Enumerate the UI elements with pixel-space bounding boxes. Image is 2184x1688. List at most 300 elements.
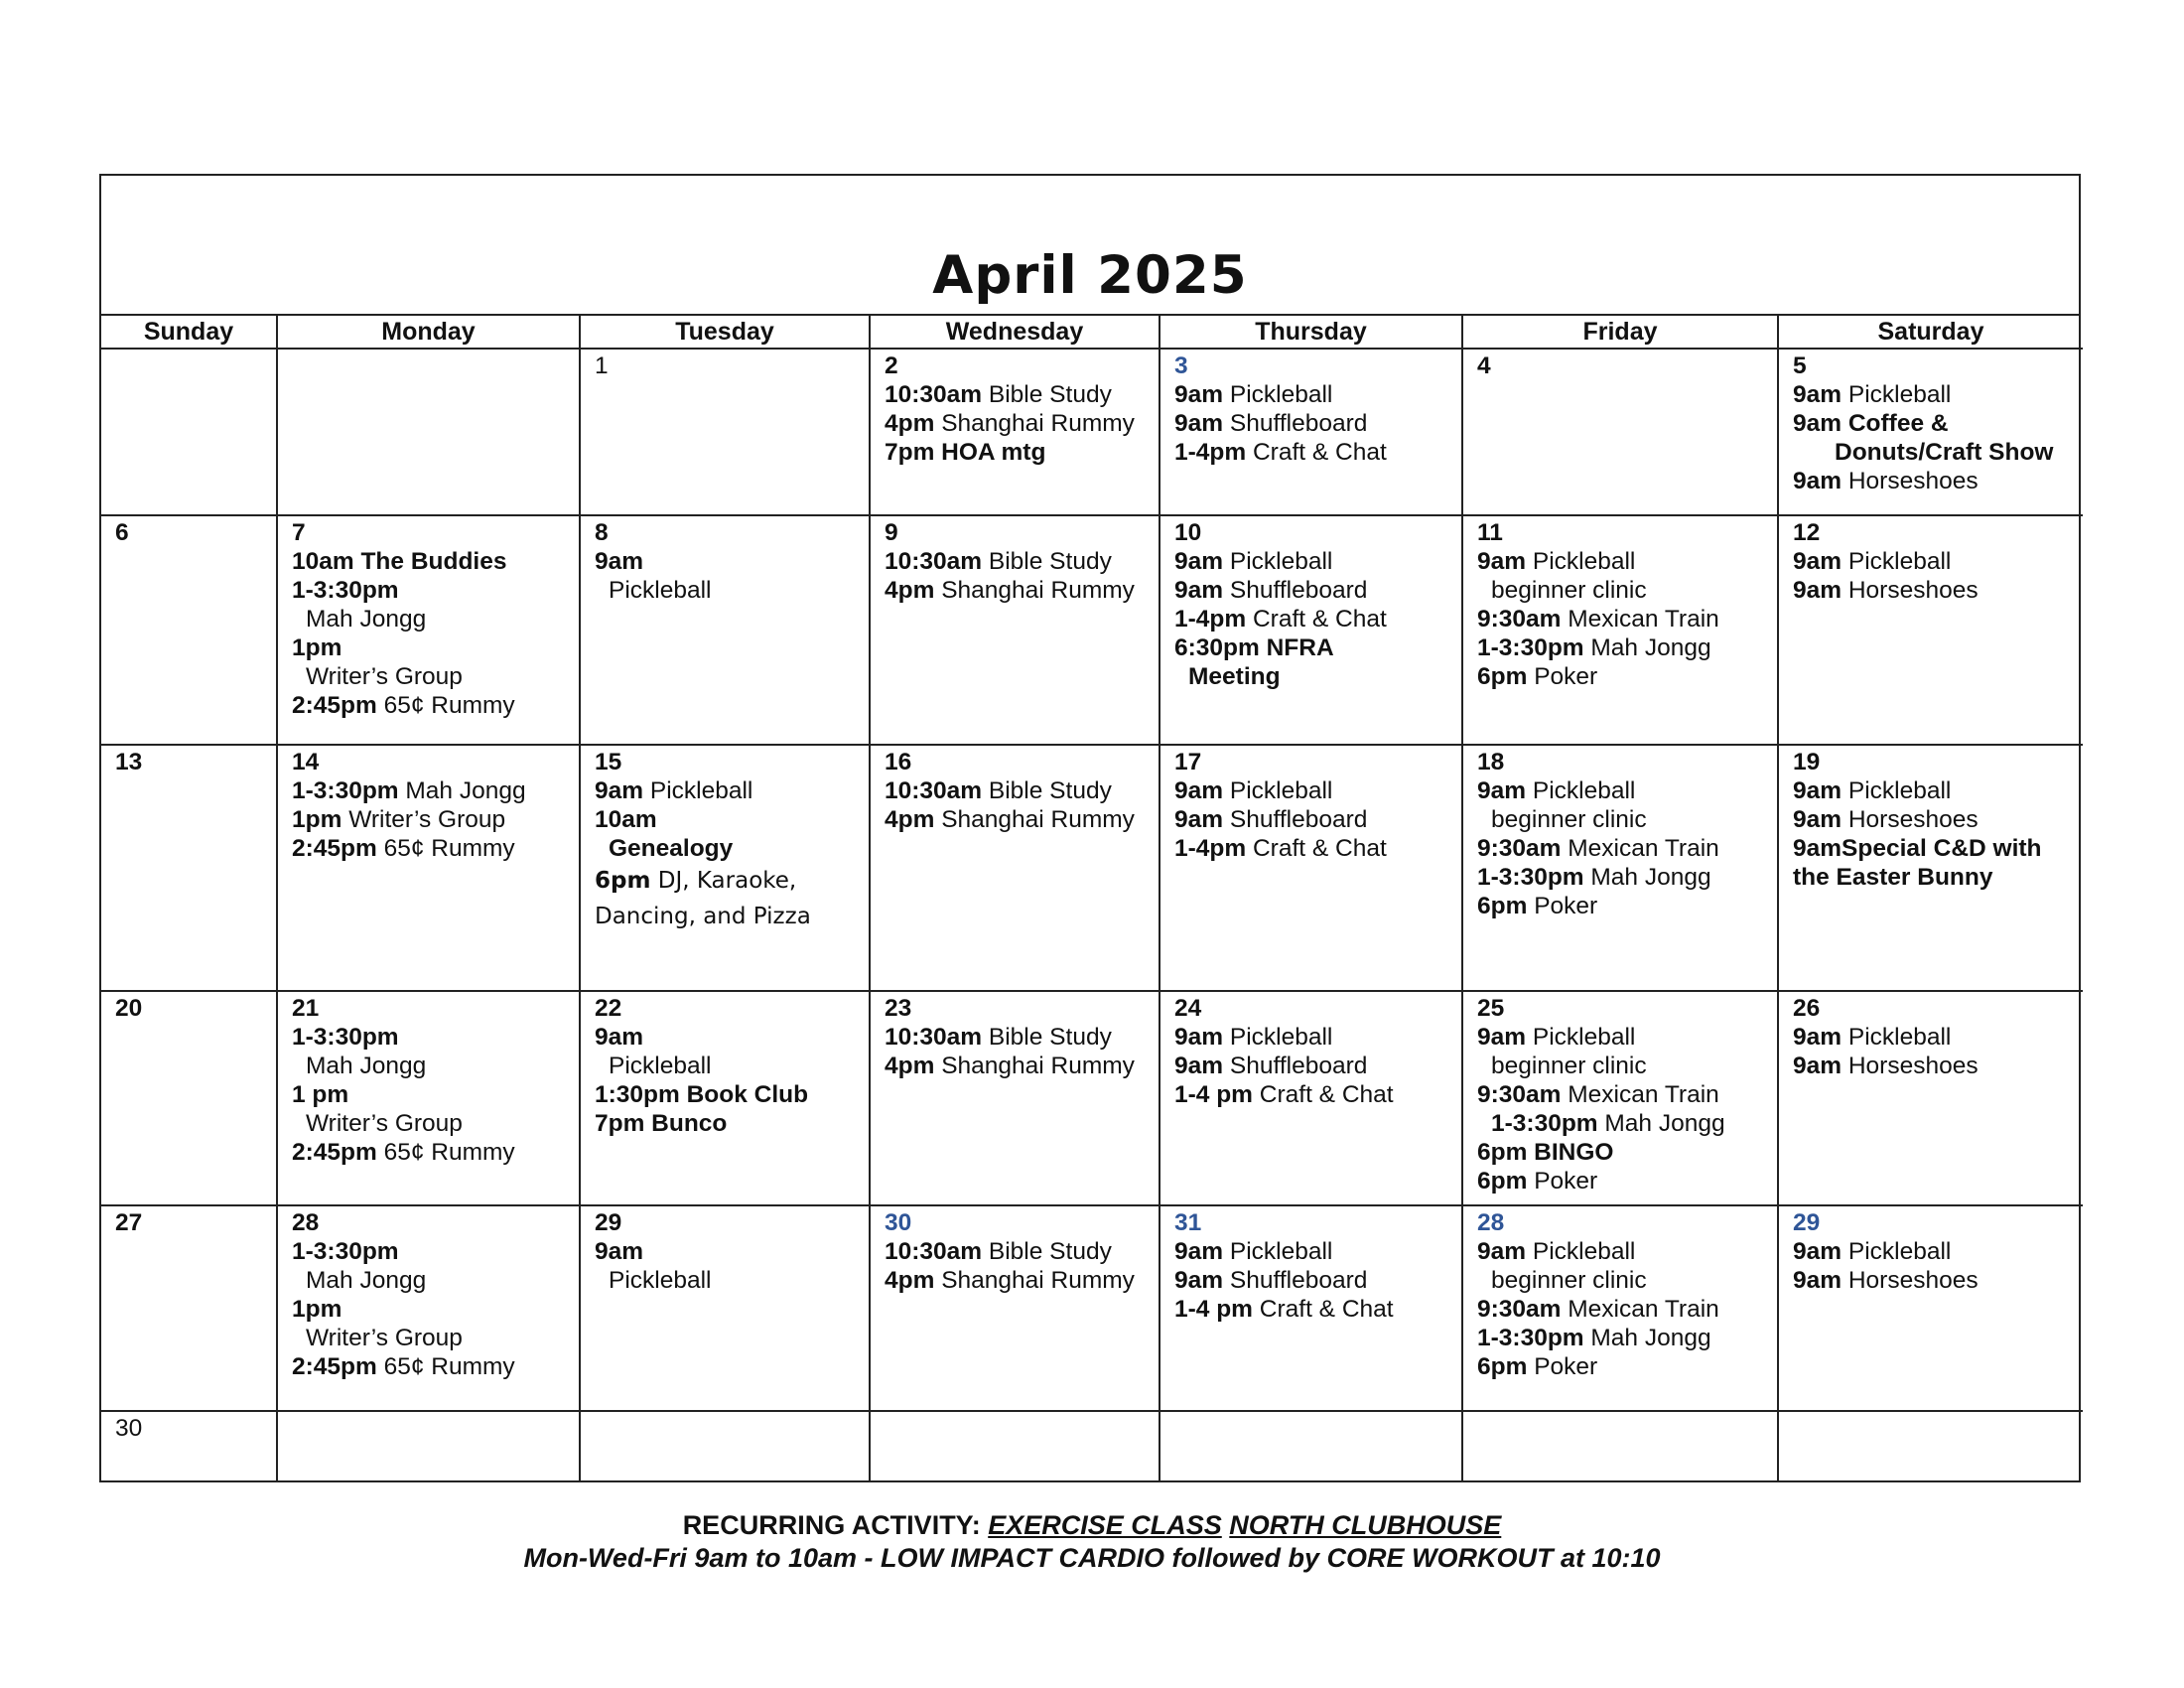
- event-line: [1174, 834, 1449, 863]
- event-line: [1477, 1023, 1765, 1052]
- event-time: 4pm: [885, 410, 935, 437]
- day-cell: [580, 1205, 870, 1411]
- day-cell: [1160, 1411, 1462, 1480]
- event-line: [1477, 776, 1765, 805]
- event-line: [292, 633, 567, 662]
- day-number: 29: [1793, 1209, 1821, 1236]
- event-time: 9:30am: [1477, 835, 1562, 862]
- event-time: 1-4pm: [1174, 606, 1247, 633]
- event-line: [1477, 547, 1765, 576]
- event-description: Pickleball: [1532, 548, 1636, 575]
- event-line: [292, 547, 567, 576]
- day-number: 28: [1477, 1209, 1505, 1236]
- event-description: Craft & Chat: [1259, 1296, 1394, 1323]
- day-cell: [870, 515, 1160, 745]
- event-line: [292, 805, 567, 834]
- event-time: 1-3:30pm: [1477, 1325, 1584, 1351]
- event-line: [292, 1237, 567, 1266]
- day-cell: [1778, 349, 2083, 515]
- event-description: Pickleball: [649, 777, 753, 804]
- day-cell: [1160, 745, 1462, 991]
- event-time: 10:30am: [885, 777, 983, 804]
- day-cell: [1160, 349, 1462, 515]
- day-cell: [101, 745, 277, 991]
- event-line: [1174, 1052, 1449, 1080]
- event-time: 4pm: [885, 577, 935, 604]
- event-line: [595, 776, 857, 805]
- event-line: [1793, 863, 2071, 892]
- event-description: Bible Study: [988, 548, 1112, 575]
- event-line: [1793, 776, 2071, 805]
- event-description: beginner clinic: [1491, 1267, 1647, 1294]
- event-line: [1477, 1109, 1765, 1138]
- day-number: 3: [1174, 352, 1188, 379]
- weekday-monday: Monday: [277, 316, 580, 349]
- event-description: Shanghai Rummy: [941, 1267, 1135, 1294]
- event-line: [1477, 1167, 1765, 1196]
- day-cell: [277, 1411, 580, 1480]
- event-line: [1477, 605, 1765, 633]
- day-number: 30: [115, 1415, 143, 1442]
- recurring-activity-name: EXERCISE CLASS: [988, 1510, 1222, 1540]
- event-time: 9:30am: [1477, 606, 1562, 633]
- day-number: 23: [885, 995, 912, 1022]
- event-time: 6pm: [1477, 893, 1528, 919]
- event-line: [292, 605, 567, 633]
- event-description: Pickleball: [1532, 1238, 1636, 1265]
- event-time: 6pm: [1477, 1168, 1528, 1195]
- week-row: [101, 349, 2083, 515]
- day-number: 1: [595, 352, 609, 379]
- event-time: 9am: [1174, 577, 1224, 604]
- day-cell: [1462, 1205, 1778, 1411]
- event-description: Horseshoes: [1847, 577, 1979, 604]
- event-time: 1-3:30pm: [292, 1024, 399, 1051]
- event-description: Pickleball: [1847, 1024, 1952, 1051]
- event-line: [1174, 1023, 1449, 1052]
- event-line: [1477, 576, 1765, 605]
- day-number: 30: [885, 1209, 912, 1236]
- event-description: Writer’s Group: [306, 663, 463, 690]
- event-line: [1477, 1352, 1765, 1381]
- event-line: [885, 805, 1147, 834]
- event-description: Mah Jongg: [1590, 864, 1711, 891]
- event-line: [1477, 834, 1765, 863]
- event-description: beginner clinic: [1491, 1053, 1647, 1079]
- event-time: 2:45pm: [292, 692, 377, 719]
- event-description: 65¢ Rummy: [383, 835, 515, 862]
- recurring-activity-location: NORTH CLUBHOUSE: [1229, 1510, 1502, 1540]
- event-time: 4pm: [885, 1053, 935, 1079]
- event-line: [1174, 576, 1449, 605]
- event-line: [1174, 1080, 1449, 1109]
- day-cell: [580, 515, 870, 745]
- event-line: [1793, 380, 2071, 409]
- day-cell: [580, 991, 870, 1205]
- event-time: Meeting: [1188, 663, 1281, 690]
- event-time: 1 pm: [292, 1081, 349, 1108]
- event-time: 6pm: [1477, 663, 1528, 690]
- day-cell: [870, 1205, 1160, 1411]
- event-line: [885, 1237, 1147, 1266]
- event-time: 9am: [1793, 1267, 1843, 1294]
- event-description: Pickleball: [1847, 777, 1952, 804]
- day-cell: [1462, 1411, 1778, 1480]
- event-line: [1477, 1324, 1765, 1352]
- event-description: Shanghai Rummy: [941, 577, 1135, 604]
- event-line: [1793, 547, 2071, 576]
- event-description: Writer’s Group: [306, 1325, 463, 1351]
- event-description: Mexican Train: [1568, 606, 1719, 633]
- day-number: 25: [1477, 995, 1505, 1022]
- event-time: the Easter Bunny: [1793, 864, 1993, 891]
- event-time: 6:30pm NFRA: [1174, 634, 1334, 661]
- event-description: Mah Jongg: [1590, 1325, 1711, 1351]
- weekday-tuesday: Tuesday: [580, 316, 870, 349]
- event-description: Craft & Chat: [1252, 606, 1387, 633]
- day-number: 14: [292, 749, 320, 775]
- day-cell: [580, 349, 870, 515]
- event-description: Shuffleboard: [1229, 1053, 1368, 1079]
- day-number: 4: [1477, 352, 1491, 379]
- day-cell: [580, 1411, 870, 1480]
- event-time: 2:45pm: [292, 1139, 377, 1166]
- event-line: [1477, 805, 1765, 834]
- event-line: [1477, 1138, 1765, 1167]
- event-description: Shuffleboard: [1229, 806, 1368, 833]
- event-time: 2:45pm: [292, 1353, 377, 1380]
- calendar: [99, 174, 2081, 1482]
- event-time: 9amSpecial C&D with: [1793, 835, 2042, 862]
- event-line: [292, 1138, 567, 1167]
- event-line: [885, 409, 1147, 438]
- event-description: Writer’s Group: [348, 806, 506, 833]
- event-line: [1793, 1023, 2071, 1052]
- event-time: 4pm: [885, 1267, 935, 1294]
- event-line: [885, 438, 1147, 467]
- event-description: Shuffleboard: [1229, 577, 1368, 604]
- event-description: Poker: [1534, 1353, 1598, 1380]
- event-time: Donuts/Craft Show: [1835, 439, 2054, 466]
- event-time: 9am: [1793, 777, 1843, 804]
- event-time: 2:45pm: [292, 835, 377, 862]
- event-time: 10:30am: [885, 1238, 983, 1265]
- event-line: [292, 1295, 567, 1324]
- event-time: 4pm: [885, 806, 935, 833]
- event-line: [1793, 467, 2071, 495]
- week-row: [101, 1411, 2083, 1480]
- day-cell: [870, 991, 1160, 1205]
- event-description: Dancing, and Pizza: [595, 904, 811, 929]
- event-description: Mah Jongg: [1604, 1110, 1725, 1137]
- event-line: [595, 576, 857, 605]
- event-time: Genealogy: [609, 835, 734, 862]
- event-description: Horseshoes: [1847, 1053, 1979, 1079]
- week-row: [101, 515, 2083, 745]
- day-number: 31: [1174, 1209, 1202, 1236]
- event-line: [292, 1109, 567, 1138]
- event-description: Shanghai Rummy: [941, 806, 1135, 833]
- event-time: 9:30am: [1477, 1296, 1562, 1323]
- weekday-wednesday: Wednesday: [870, 316, 1160, 349]
- day-number: 16: [885, 749, 912, 775]
- day-number: 17: [1174, 749, 1202, 775]
- day-number: 10: [1174, 519, 1202, 546]
- day-number: 11: [1477, 519, 1503, 546]
- event-time: 1-3:30pm: [1477, 634, 1584, 661]
- weekday-sunday: Sunday: [101, 316, 277, 349]
- day-cell: [101, 515, 277, 745]
- event-line: [1477, 892, 1765, 920]
- event-description: Bible Study: [988, 1024, 1112, 1051]
- event-time: 1-3:30pm: [1477, 864, 1584, 891]
- event-line: [1174, 380, 1449, 409]
- event-description: Bible Study: [988, 381, 1112, 408]
- event-description: Pickleball: [1847, 1238, 1952, 1265]
- event-line: [1174, 605, 1449, 633]
- event-time: 6pm: [1477, 1353, 1528, 1380]
- event-line: [1793, 805, 2071, 834]
- day-number: 15: [595, 749, 622, 775]
- event-description: Craft & Chat: [1252, 439, 1387, 466]
- event-time: 9am: [1793, 468, 1843, 494]
- event-line: [1477, 863, 1765, 892]
- event-line: [1174, 438, 1449, 467]
- day-cell: [101, 1205, 277, 1411]
- event-line: [885, 776, 1147, 805]
- event-description: Horseshoes: [1847, 468, 1979, 494]
- event-line: [595, 834, 857, 863]
- event-line: [1793, 576, 2071, 605]
- day-cell: [1160, 991, 1462, 1205]
- event-line: [885, 576, 1147, 605]
- event-description: DJ, Karaoke,: [657, 868, 797, 894]
- event-description: Pickleball: [609, 1267, 712, 1294]
- event-line: [1793, 409, 2071, 438]
- event-line: [595, 547, 857, 576]
- day-cell: [1778, 745, 2083, 991]
- day-cell: [277, 349, 580, 515]
- event-description: Pickleball: [1532, 777, 1636, 804]
- day-number: 21: [292, 995, 320, 1022]
- event-line: [595, 1023, 857, 1052]
- event-time: 1-4 pm: [1174, 1296, 1253, 1323]
- event-time: 9am: [1174, 381, 1224, 408]
- event-description: Pickleball: [1229, 548, 1333, 575]
- recurring-label: RECURRING ACTIVITY:: [682, 1510, 981, 1540]
- event-time: 10:30am: [885, 381, 983, 408]
- event-time: 7pm Bunco: [595, 1110, 728, 1137]
- day-number: 2: [885, 352, 898, 379]
- event-line: [1793, 1237, 2071, 1266]
- event-line: [1174, 805, 1449, 834]
- event-time: 1pm: [292, 634, 342, 661]
- day-cell: [1778, 515, 2083, 745]
- event-line: [292, 662, 567, 691]
- event-time: 9am: [595, 548, 644, 575]
- event-description: Pickleball: [609, 577, 712, 604]
- weekday-saturday: Saturday: [1778, 316, 2083, 349]
- event-time: 9am: [1174, 1267, 1224, 1294]
- event-description: Horseshoes: [1847, 806, 1979, 833]
- day-number: 5: [1793, 352, 1807, 379]
- day-cell: [1462, 515, 1778, 745]
- event-line: [1174, 547, 1449, 576]
- day-cell: [1462, 349, 1778, 515]
- day-cell: [101, 991, 277, 1205]
- event-time: 1pm: [292, 806, 342, 833]
- day-cell: [870, 1411, 1160, 1480]
- day-number: 9: [885, 519, 898, 546]
- event-line: [292, 834, 567, 863]
- day-number: 26: [1793, 995, 1821, 1022]
- event-time: 9am: [1477, 548, 1527, 575]
- calendar-grid: [101, 316, 2083, 1480]
- day-number: 13: [115, 749, 143, 775]
- event-description: Pickleball: [1229, 381, 1333, 408]
- day-number: 22: [595, 995, 622, 1022]
- event-description: Mah Jongg: [306, 606, 427, 633]
- event-line: [1174, 1237, 1449, 1266]
- event-time: 9am: [1174, 806, 1224, 833]
- event-description: Pickleball: [1847, 381, 1952, 408]
- event-time: 9:30am: [1477, 1081, 1562, 1108]
- day-number: 8: [595, 519, 609, 546]
- event-description: Pickleball: [1847, 548, 1952, 575]
- event-description: Pickleball: [1229, 777, 1333, 804]
- event-time: 9am: [1477, 1238, 1527, 1265]
- event-time: 1:30pm Book Club: [595, 1081, 809, 1108]
- event-time: 10:30am: [885, 1024, 983, 1051]
- event-line: [1477, 1237, 1765, 1266]
- event-description: Shanghai Rummy: [941, 1053, 1135, 1079]
- event-description: Horseshoes: [1847, 1267, 1979, 1294]
- event-line: [1174, 1295, 1449, 1324]
- day-number: 7: [292, 519, 306, 546]
- event-description: Craft & Chat: [1259, 1081, 1394, 1108]
- event-time: 1-3:30pm: [292, 777, 399, 804]
- day-cell: [1462, 745, 1778, 991]
- event-description: Mah Jongg: [1590, 634, 1711, 661]
- recurring-activity-schedule: Mon-Wed-Fri 9am to 10am - LOW IMPACT CARDIO followed by CORE WORKOUT at 10:10: [523, 1543, 1661, 1573]
- event-time: 9am Coffee &: [1793, 410, 1949, 437]
- day-number: 29: [595, 1209, 622, 1236]
- event-line: [292, 1052, 567, 1080]
- event-description: Mah Jongg: [306, 1267, 427, 1294]
- event-line: [1174, 1266, 1449, 1295]
- day-cell: [277, 991, 580, 1205]
- event-line: [1477, 1080, 1765, 1109]
- event-description: Craft & Chat: [1252, 835, 1387, 862]
- event-description: Poker: [1534, 893, 1598, 919]
- event-time: 1-3:30pm: [1491, 1110, 1598, 1137]
- day-number: 6: [115, 519, 129, 546]
- event-description: Bible Study: [988, 777, 1112, 804]
- event-time: 10am The Buddies: [292, 548, 507, 575]
- day-cell: [870, 349, 1160, 515]
- day-cell: [580, 745, 870, 991]
- event-line: [885, 1052, 1147, 1080]
- event-description: 65¢ Rummy: [383, 1353, 515, 1380]
- event-description: Shuffleboard: [1229, 410, 1368, 437]
- week-row: [101, 991, 2083, 1205]
- event-line: [1174, 662, 1449, 691]
- event-time: 6pm: [595, 868, 651, 894]
- event-line: [292, 1266, 567, 1295]
- day-cell: [1778, 1411, 2083, 1480]
- event-line: [1174, 633, 1449, 662]
- event-time: 1-3:30pm: [292, 1238, 399, 1265]
- event-line: [1477, 633, 1765, 662]
- event-line: [1793, 834, 2071, 863]
- day-number: 27: [115, 1209, 143, 1236]
- event-time: 1pm: [292, 1296, 342, 1323]
- event-line: [292, 576, 567, 605]
- event-time: 6pm BINGO: [1477, 1139, 1614, 1166]
- event-time: 9am: [1477, 777, 1527, 804]
- event-time: 9am: [1793, 381, 1843, 408]
- day-cell: [1778, 991, 2083, 1205]
- day-cell: [1160, 1205, 1462, 1411]
- event-description: Poker: [1534, 1168, 1598, 1195]
- event-line: [885, 380, 1147, 409]
- event-time: 9am: [1793, 1053, 1843, 1079]
- event-time: 9am: [1793, 1024, 1843, 1051]
- day-cell: [1462, 991, 1778, 1205]
- event-time: 9am: [1174, 1024, 1224, 1051]
- calendar-title: April 2025: [932, 245, 1248, 306]
- event-description: beginner clinic: [1491, 577, 1647, 604]
- day-number: 28: [292, 1209, 320, 1236]
- event-time: 9am: [1793, 806, 1843, 833]
- event-time: 9am: [1174, 1238, 1224, 1265]
- event-line: [1477, 1266, 1765, 1295]
- event-description: Mexican Train: [1568, 835, 1719, 862]
- event-description: Pickleball: [1229, 1238, 1333, 1265]
- event-time: 10am: [595, 806, 657, 833]
- event-line: [292, 1324, 567, 1352]
- event-description: Mah Jongg: [306, 1053, 427, 1079]
- event-time: 1-3:30pm: [292, 577, 399, 604]
- weekday-thursday: Thursday: [1160, 316, 1462, 349]
- day-cell: [101, 1411, 277, 1480]
- day-number: 24: [1174, 995, 1202, 1022]
- event-time: 9am: [1174, 410, 1224, 437]
- event-line: [885, 1023, 1147, 1052]
- day-cell: [277, 1205, 580, 1411]
- day-number: 12: [1793, 519, 1821, 546]
- event-description: Mexican Train: [1568, 1296, 1719, 1323]
- event-line: [595, 805, 857, 834]
- event-description: Pickleball: [1229, 1024, 1333, 1051]
- event-description: Poker: [1534, 663, 1598, 690]
- event-line: [1477, 1295, 1765, 1324]
- event-line: [1477, 1052, 1765, 1080]
- event-line: [292, 776, 567, 805]
- event-description: Mah Jongg: [405, 777, 526, 804]
- event-description: Bible Study: [988, 1238, 1112, 1265]
- event-line: [595, 1237, 857, 1266]
- event-line: [595, 1080, 857, 1109]
- event-line: [1793, 438, 2071, 467]
- event-time: 10:30am: [885, 548, 983, 575]
- day-number: 20: [115, 995, 143, 1022]
- event-time: 9am: [1174, 777, 1224, 804]
- event-line: [292, 1023, 567, 1052]
- event-line: [1477, 662, 1765, 691]
- day-cell: [1778, 1205, 2083, 1411]
- event-description: beginner clinic: [1491, 806, 1647, 833]
